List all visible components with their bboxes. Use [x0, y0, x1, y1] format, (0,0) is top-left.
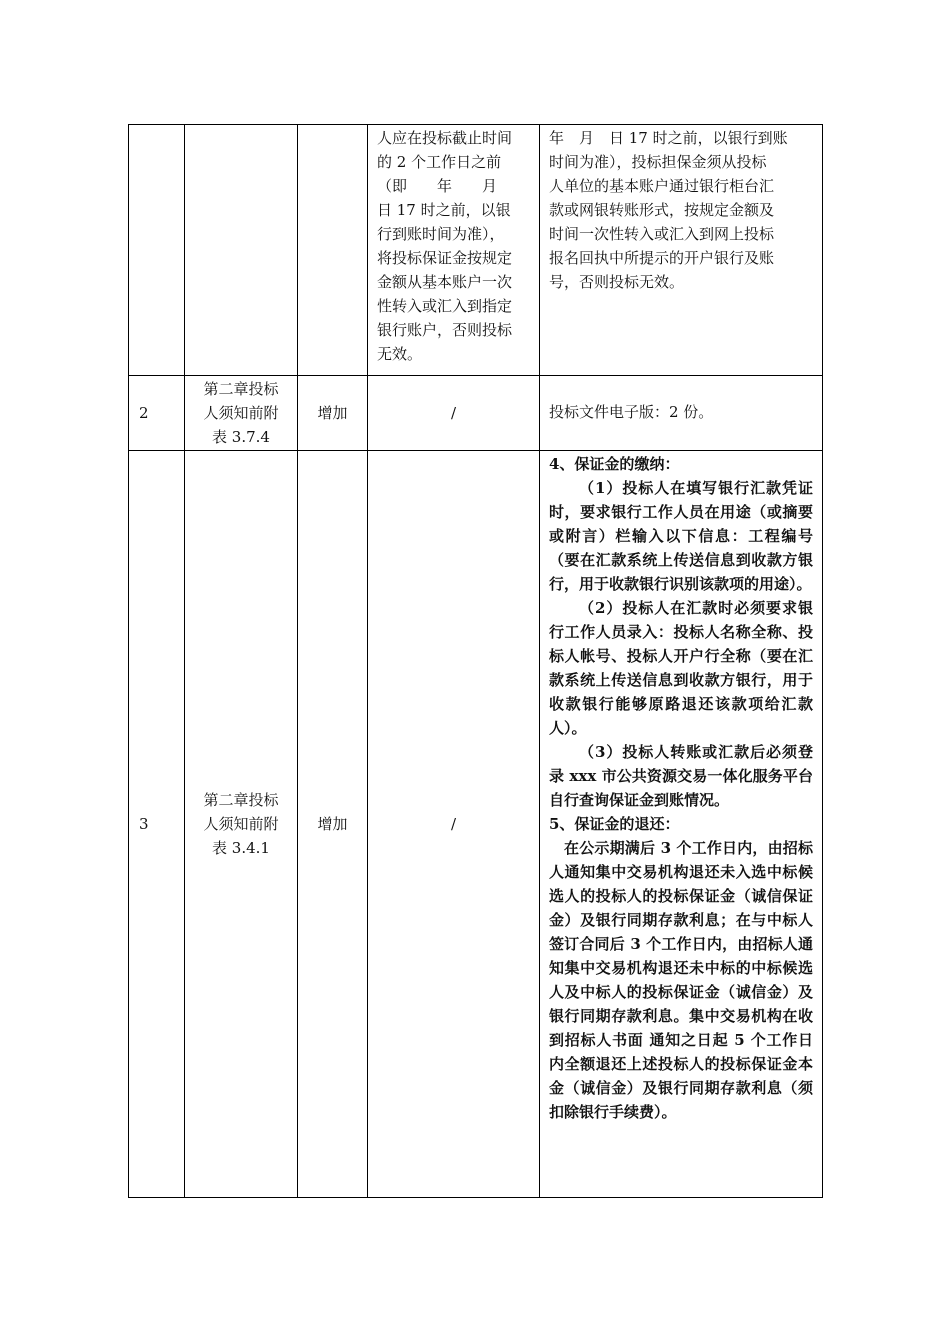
deposit-payment-item-1: （1）投标人在填写银行汇款凭证时，要求银行工作人员在用途（或摘要或附言）栏输入以下信息：工程编号（要在汇款系统上传送信息到收款方银行，用于收款银行识别该款项的用途）。	[549, 479, 813, 593]
revised-text-cell	[540, 451, 823, 1198]
text-line: 将投标保证金按规定	[377, 249, 513, 267]
original-text-cell: /	[368, 451, 540, 1198]
revised-text-cell	[540, 125, 823, 376]
section-cell	[185, 451, 298, 1198]
revised-text-cell	[540, 376, 823, 451]
text-line: 号，否则投标无效。	[549, 273, 685, 291]
text-line: 银行账户，否则投标	[377, 321, 513, 339]
action-cell	[298, 125, 368, 376]
row-number-cell	[129, 125, 185, 376]
deposit-refund-text: 在公示期满后 3 个工作日内，由招标人通知集中交易机构退还未入选中标候选人的投标人的投标保证金（诚信保证金）及银行同期存款利息；在与中标人签订合同后 3 个工作日内，由招标人通知集中交易机构退还未中标的中标候选人及中标人的投标保证金（诚信金）及银行同期存款利息。集中交易机构在收到招标人书面 通知之日起 5 个工作日内全额退还上述投标人的投标保证金本金（诚信金）及银行同期存款利息（须扣除银行手续费）。	[549, 839, 813, 1121]
deposit-payment-item-2: （2）投标人在汇款时必须要求银行工作人员录入：投标人名称全称、投标人帐号、投标人开户行全称（要在汇款系统上传送信息到收款方银行，用于收款银行能够原路退还该款项给汇款人）。	[549, 599, 813, 737]
text-line: 款或网银转账形式，按规定金额及	[549, 201, 775, 219]
text-line: 时间一次性转入或汇入到网上投标	[549, 225, 775, 243]
section-line: 第二章投标	[203, 380, 279, 398]
text-line: 日 17 时之前，以银	[377, 201, 511, 219]
revised-text: 投标文件电子版：2 份。	[549, 403, 714, 421]
text-line: 报名回执中所提示的开户银行及账	[549, 249, 775, 267]
text-line: 无效。	[377, 345, 423, 363]
row-number-cell: 2	[129, 376, 185, 451]
table-row	[129, 451, 823, 1198]
section-line: 表 3.4.1	[212, 839, 270, 857]
text-line: 人应在投标截止时间	[377, 129, 513, 147]
table-row	[129, 376, 823, 451]
action-cell: 增加	[298, 451, 368, 1198]
amendment-table	[128, 124, 823, 1198]
section-line: 人须知前附	[203, 815, 279, 833]
table-row	[129, 125, 823, 376]
deposit-payment-item-3: （3）投标人转账或汇款后必须登录 xxx 市公共资源交易一体化服务平台自行查询保证金到账情况。	[549, 743, 813, 809]
section-line: 人须知前附	[203, 404, 279, 422]
text-line: 时间为准），投标担保金须从投标	[549, 153, 767, 171]
deposit-refund-heading: 5、保证金的退还：	[549, 815, 680, 833]
section-cell	[185, 125, 298, 376]
section-cell	[185, 376, 298, 451]
section-line: 第二章投标	[203, 791, 279, 809]
row-number-cell: 3	[129, 451, 185, 1198]
text-line: 行到账时间为准），	[377, 225, 505, 243]
text-line: 的 2 个工作日之前	[377, 153, 502, 171]
text-line: 人单位的基本账户通过银行柜台汇	[549, 177, 775, 195]
original-text-cell	[368, 125, 540, 376]
deposit-payment-heading: 4、保证金的缴纳：	[549, 455, 680, 473]
text-line: （即 年 月	[377, 177, 498, 195]
text-line: 性转入或汇入到指定	[377, 297, 513, 315]
text-line: 年 月 日 17 时之前，以银行到账	[549, 129, 788, 147]
action-cell: 增加	[298, 376, 368, 451]
text-line: 金额从基本账户一次	[377, 273, 513, 291]
original-text-cell: /	[368, 376, 540, 451]
section-line: 表 3.7.4	[212, 428, 270, 446]
